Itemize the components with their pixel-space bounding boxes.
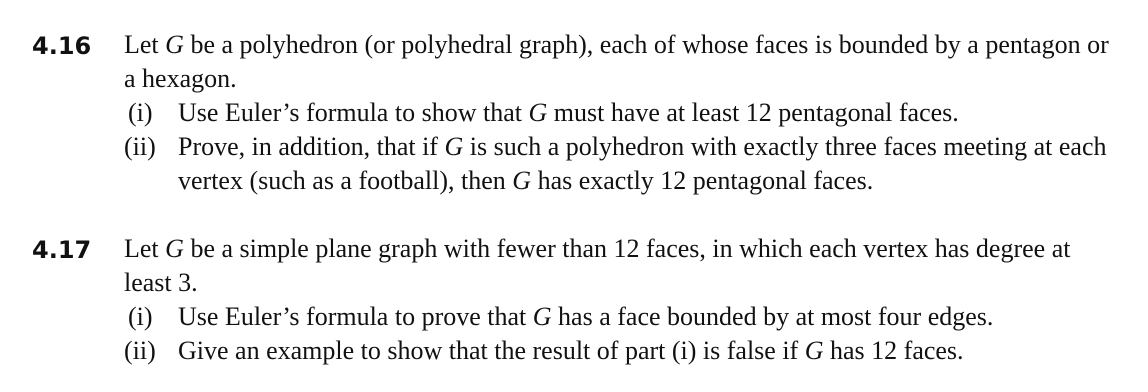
part-label: (i) (128, 302, 153, 331)
part-ii: (ii) Give an example to show that the result of part (i) is false if G has 12 faces. (124, 334, 1114, 368)
exercise-statement: Let G be a simple plane graph with fewer than 12 faces, in which each vertex has degree at least 3. (124, 234, 1071, 297)
part-label: (ii) (124, 132, 156, 161)
exercise-body (124, 28, 1114, 198)
part-i: (i) Use Euler’s formula to show that G must have at least 12 pentagonal faces. (124, 96, 1114, 130)
part-ii: (ii) Prove, in addition, that if G is such a polyhedron with exactly three faces meeting at each vertex (such as a football), then G has exactly 12 pentagonal faces. (124, 132, 1107, 195)
variable-g: G (165, 30, 184, 59)
part-i: (i) Use Euler’s formula to prove that G has a face bounded by at most four edges. (124, 300, 1114, 334)
exercise-number: 4.17 (32, 236, 92, 264)
variable-g: G (532, 302, 552, 331)
exercise-body (124, 232, 1114, 368)
variable-g: G (528, 98, 548, 127)
part-label: (i) (128, 98, 153, 127)
part-label: (ii) (124, 336, 156, 365)
variable-g: G (804, 336, 824, 365)
variable-g: G (512, 166, 532, 195)
variable-g: G (444, 132, 464, 161)
exercise-number: 4.16 (32, 32, 92, 60)
variable-g: G (165, 234, 184, 263)
exercise-statement: Let G be a polyhedron (or polyhedral graph), each of whose faces is bounded by a pentagon or a hexagon. (124, 30, 1109, 93)
